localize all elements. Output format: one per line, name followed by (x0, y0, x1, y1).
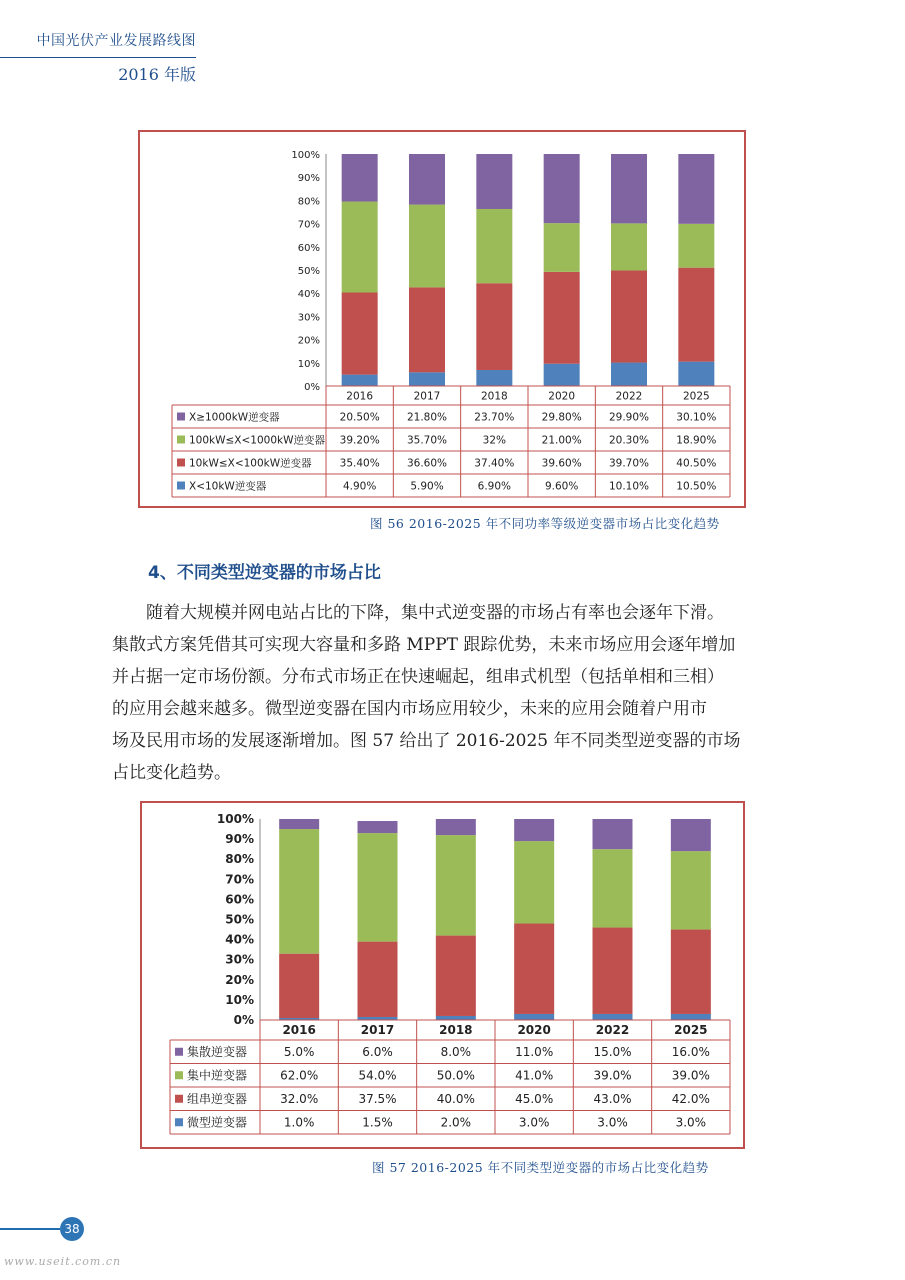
bar-segment (611, 154, 647, 223)
data-label: 35.70% (406, 434, 448, 447)
x-category-label: 2022 (595, 1023, 630, 1037)
legend-swatch (175, 1071, 183, 1079)
bar-segment (544, 223, 580, 272)
figure-57-caption: 图 57 2016-2025 年不同类型逆变器的市场占比变化趋势 (372, 1160, 709, 1175)
bar-segment (342, 154, 378, 202)
figure-56-frame (138, 130, 746, 508)
data-label: 6.0% (362, 1044, 393, 1059)
paragraph-line: 集散式方案凭借其可实现大容量和多路 MPPT 跟踪优势，未来市场应用会逐年增加 (112, 635, 736, 655)
x-category-label: 2025 (682, 390, 710, 403)
y-tick-label: 10% (297, 358, 320, 370)
data-label: 36.60% (406, 457, 448, 470)
data-label: 20.30% (608, 434, 650, 447)
book-title: 中国光伏产业发展路线图 (36, 33, 196, 49)
y-tick-label: 50% (225, 912, 254, 927)
bar-segment (671, 1014, 711, 1020)
bar-segment (279, 819, 319, 829)
data-label: 39.60% (541, 457, 582, 470)
paragraph-line: 占比变化趋势。 (112, 763, 231, 783)
bar-segment (544, 364, 580, 386)
data-label: 6.90% (477, 480, 512, 493)
bar-segment (358, 833, 398, 942)
bar-segment (436, 936, 476, 1016)
y-tick-label: 20% (225, 972, 254, 987)
y-tick-label: 10% (225, 992, 254, 1007)
data-label: 39.0% (593, 1068, 632, 1083)
y-tick-label: 80% (297, 196, 320, 208)
bar-segment (611, 223, 647, 270)
x-category-label: 2016 (346, 390, 374, 403)
data-label: 4.90% (342, 480, 377, 493)
header-divider (0, 57, 196, 58)
data-label: 23.70% (474, 411, 515, 424)
legend-label: 集中逆变器 (187, 1068, 248, 1083)
y-tick-label: 50% (297, 266, 320, 277)
data-label: 29.80% (541, 411, 582, 424)
paragraph-line: 的应用会越来越多。微型逆变器在国内市场应用较少，未来的应用会随着户用市 (112, 699, 707, 719)
data-label: 39.20% (339, 434, 380, 447)
data-label: 8.0% (440, 1044, 472, 1059)
bar-segment (409, 205, 445, 288)
data-label: 15.0% (593, 1044, 632, 1059)
bar-segment (476, 283, 512, 370)
figure-57-frame (140, 801, 745, 1149)
bar-segment (342, 293, 378, 375)
data-label: 43.0% (593, 1091, 632, 1106)
legend-swatch (177, 436, 185, 444)
data-label: 32% (482, 434, 507, 447)
bar-segment (409, 287, 445, 372)
body-paragraph (112, 597, 784, 789)
bar-segment (671, 851, 711, 929)
bar-segment (514, 841, 554, 923)
x-category-label: 2018 (480, 390, 508, 403)
bar-segment (476, 154, 512, 209)
bar-segment (514, 819, 554, 841)
data-label: 18.90% (676, 434, 717, 447)
bar-segment (593, 819, 633, 849)
y-tick-label: 0% (304, 382, 320, 393)
data-label: 16.0% (671, 1044, 710, 1059)
y-tick-label: 30% (297, 312, 320, 324)
legend-label: 组串逆变器 (187, 1091, 248, 1106)
data-label: 62.0% (280, 1068, 319, 1083)
y-tick-label: 40% (225, 932, 254, 947)
bar-segment (279, 829, 319, 954)
data-label: 54.0% (358, 1068, 397, 1083)
x-category-label: 2020 (517, 1023, 551, 1037)
bar-segment (593, 1014, 633, 1020)
bar-segment (342, 375, 378, 386)
legend-swatch (177, 459, 185, 467)
book-edition: 2016 年版 (118, 65, 196, 84)
bar-segment (279, 954, 319, 1018)
bar-segment (544, 154, 580, 223)
data-label: 37.40% (474, 457, 515, 470)
y-tick-label: 60% (225, 892, 254, 907)
bar-segment (476, 370, 512, 386)
legend-swatch (177, 413, 185, 421)
data-label: 42.0% (671, 1091, 710, 1106)
bar-segment (593, 849, 633, 927)
paragraph-line: 场及民用市场的发展逐渐增加。图 57 给出了 2016-2025 年不同类型逆变器的市场 (112, 731, 741, 751)
watermark: www.useit.com.cn (4, 1255, 122, 1268)
data-label: 20.50% (339, 411, 380, 424)
data-label: 1.5% (362, 1115, 393, 1130)
data-label: 10.50% (676, 480, 717, 493)
y-tick-label: 70% (225, 872, 254, 887)
figure-56-caption: 图 56 2016-2025 年不同功率等级逆变器市场占比变化趋势 (370, 516, 720, 531)
data-label: 3.0% (597, 1115, 628, 1130)
legend-label: X<10kW逆变器 (189, 480, 267, 493)
y-tick-label: 90% (225, 832, 254, 847)
data-label: 21.80% (406, 411, 448, 424)
y-tick-label: 100% (216, 812, 254, 826)
data-label: 3.0% (675, 1115, 707, 1130)
x-category-label: 2016 (282, 1023, 316, 1037)
data-label: 50.0% (436, 1068, 475, 1083)
data-label: 3.0% (518, 1115, 550, 1130)
data-label: 1.0% (283, 1115, 315, 1130)
data-label: 45.0% (515, 1091, 554, 1106)
bar-segment (436, 819, 476, 835)
data-label: 30.10% (676, 411, 717, 424)
bar-segment (514, 1014, 554, 1020)
bar-segment (514, 924, 554, 1014)
data-label: 40.50% (676, 457, 717, 470)
data-label: 10.10% (608, 480, 650, 493)
data-label: 5.90% (410, 480, 444, 493)
legend-swatch (177, 482, 185, 490)
bar-segment (544, 272, 580, 364)
data-label: 39.0% (671, 1068, 710, 1083)
x-category-label: 2018 (439, 1023, 473, 1037)
bar-segment (436, 1016, 476, 1020)
data-label: 9.60% (544, 480, 579, 493)
data-label: 29.90% (608, 411, 650, 424)
paragraph-line: 随着大规模并网电站占比的下降，集中式逆变器的市场占有率也会逐年下滑。 (112, 603, 724, 623)
bar-segment (671, 930, 711, 1014)
x-category-label: 2020 (548, 390, 576, 403)
y-tick-label: 100% (291, 150, 320, 161)
legend-swatch (175, 1095, 183, 1103)
y-tick-label: 0% (233, 1013, 254, 1027)
x-category-label: 2025 (674, 1023, 708, 1037)
legend-label: X≥1000kW逆变器 (189, 411, 280, 424)
data-label: 5.0% (283, 1044, 315, 1059)
bar-segment (436, 835, 476, 936)
bar-segment (671, 819, 711, 851)
figure-57-chart (142, 803, 743, 1147)
y-tick-label: 40% (297, 289, 320, 301)
data-label: 41.0% (515, 1068, 554, 1083)
bar-segment (678, 362, 714, 386)
y-tick-label: 70% (297, 219, 320, 231)
x-category-label: 2022 (615, 390, 643, 403)
data-label: 11.0% (515, 1044, 554, 1059)
data-label: 32.0% (280, 1091, 319, 1106)
paragraph-line: 并占据一定市场份额。分布式市场正在快速崛起，组串式机型（包括单相和三相） (112, 667, 724, 687)
legend-swatch (175, 1048, 183, 1056)
bar-segment (409, 154, 445, 205)
bar-segment (678, 154, 714, 224)
bar-segment (678, 268, 714, 362)
bar-segment (342, 202, 378, 293)
legend-label: 100kW≤X<1000kW逆变器 (189, 434, 325, 447)
bar-segment (409, 372, 445, 386)
x-category-label: 2017 (413, 390, 441, 403)
legend-label: 10kW≤X<100kW逆变器 (189, 457, 312, 470)
legend-swatch (175, 1118, 183, 1126)
bar-segment (476, 209, 512, 283)
bar-segment (358, 821, 398, 833)
y-tick-label: 60% (297, 242, 320, 254)
data-label: 35.40% (339, 457, 380, 470)
legend-label: 微型逆变器 (187, 1115, 248, 1130)
data-label: 40.0% (436, 1091, 475, 1106)
bar-segment (358, 942, 398, 1017)
bar-segment (593, 928, 633, 1014)
bar-segment (611, 363, 647, 386)
data-label: 21.00% (541, 434, 582, 447)
x-category-label: 2017 (360, 1023, 395, 1037)
y-tick-label: 30% (225, 952, 254, 967)
bar-segment (611, 270, 647, 362)
y-tick-label: 80% (225, 852, 254, 867)
section-title: 4、不同类型逆变器的市场占比 (148, 563, 381, 583)
data-label: 2.0% (440, 1115, 472, 1130)
footer-rule (0, 1228, 60, 1230)
bar-segment (678, 224, 714, 268)
legend-label: 集散逆变器 (187, 1044, 248, 1059)
data-label: 37.5% (358, 1091, 397, 1106)
y-tick-label: 90% (297, 173, 320, 185)
y-tick-label: 20% (297, 335, 320, 347)
data-label: 39.70% (608, 457, 650, 470)
page-number: 38 (60, 1217, 84, 1241)
figure-56-chart (140, 132, 744, 506)
